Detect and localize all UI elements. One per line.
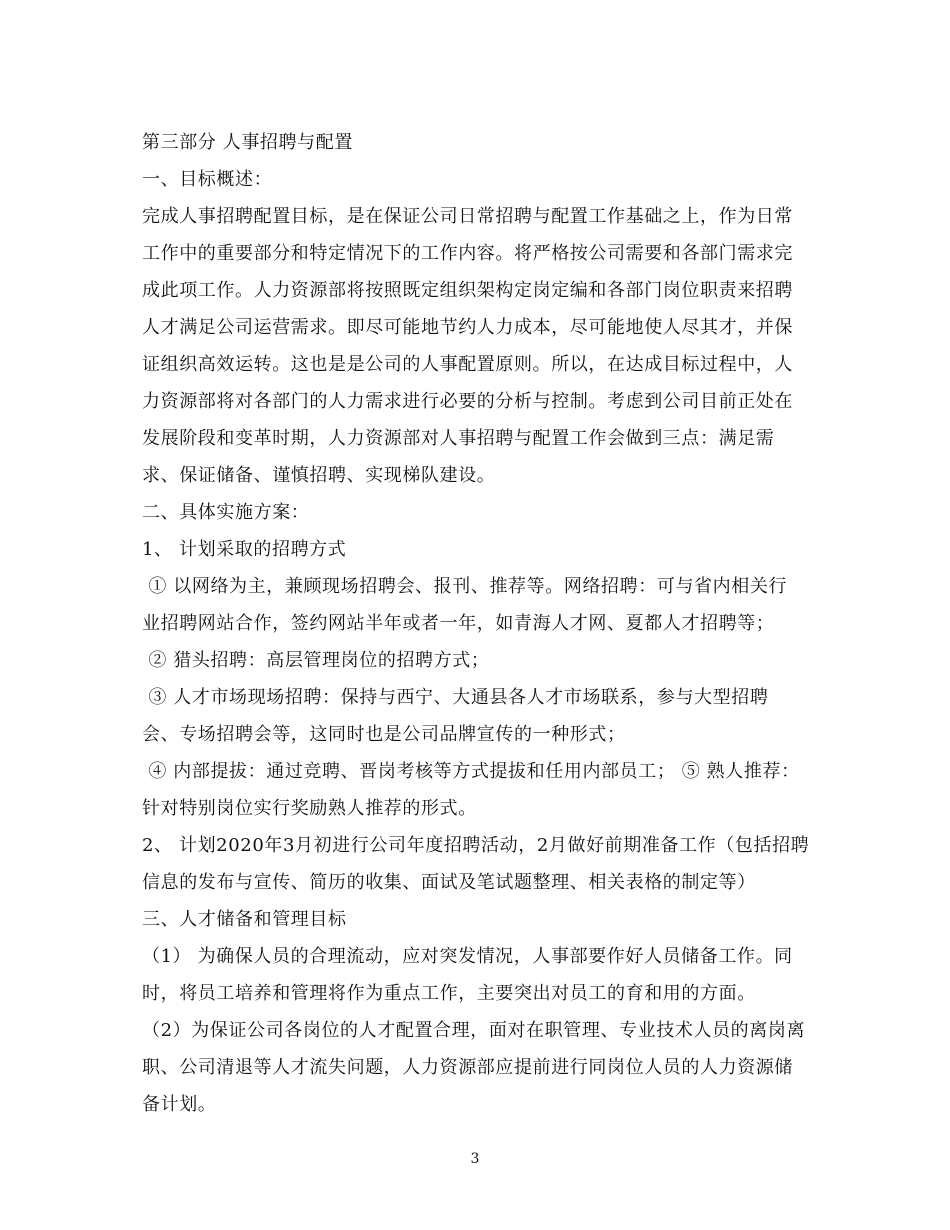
paragraph-line: 证组织高效运转。这也是是公司的人事配置原则。所以，在达成目标过程中，人 [142, 354, 793, 375]
list-item: ④ 内部提拔：通过竞聘、晋岗考核等方式提拔和任用内部员工； ⑤ 熟人推荐： [142, 761, 800, 782]
list-item: 2、 计划2020年3月初进行公司年度招聘活动，2月做好前期准备工作（包括招聘 [142, 835, 810, 856]
paragraph-line: 工作中的重要部分和特定情况下的工作内容。将严格按公司需要和各部门需求完 [142, 243, 793, 264]
list-item-continuation: 业招聘网站合作，签约网站半年或者一年，如青海人才网、夏都人才招聘等； [142, 613, 775, 634]
list-item-continuation: 信息的发布与宣传、简历的收集、面试及笔试题整理、相关表格的制定等） [142, 872, 756, 893]
list-item-continuation: 职、公司清退等人才流失问题，人力资源部应提前进行同岗位人员的人力资源储 [142, 1057, 793, 1078]
list-item: ② 猎头招聘：高层管理岗位的招聘方式； [142, 650, 490, 671]
paragraph-line: 力资源部将对各部门的人力需求进行必要的分析与控制。考虑到公司目前正处在 [142, 391, 793, 412]
list-item-heading: 1、 计划采取的招聘方式 [142, 539, 347, 560]
heading-implementation-plan: 二、具体实施方案： [142, 502, 310, 523]
section-title: 第三部分 人事招聘与配置 [142, 132, 353, 153]
list-item-continuation: 会、专场招聘会等，这同时也是公司品牌宣传的一种形式； [142, 724, 626, 745]
paragraph-line: 成此项工作。人力资源部将按照既定组织架构定岗定编和各部门岗位职责来招聘 [142, 280, 793, 301]
paragraph-line: 发展阶段和变革时期，人力资源部对人事招聘与配置工作会做到三点：满足需 [142, 428, 775, 449]
heading-objective-overview: 一、目标概述： [142, 169, 273, 190]
heading-talent-reserve: 三、人才储备和管理目标 [142, 909, 347, 930]
list-item: （1） 为确保人员的合理流动，应对突发情况，人事部要作好人员储备工作。同 [142, 946, 793, 967]
list-item-continuation: 时，将员工培养和管理将作为重点工作，主要突出对员工的育和用的方面。 [142, 983, 756, 1004]
paragraph-line: 完成人事招聘配置目标，是在保证公司日常招聘与配置工作基础之上，作为日常 [142, 206, 793, 227]
list-item: （2）为保证公司各岗位的人才配置合理，面对在职管理、专业技术人员的离岗离 [142, 1020, 806, 1041]
list-item-continuation: 备计划。 [142, 1094, 217, 1115]
paragraph-line: 人才满足公司运营需求。即尽可能地节约人力成本，尽可能地使人尽其才，并保 [142, 317, 793, 338]
list-item: ① 以网络为主，兼顾现场招聘会、报刊、推荐等。网络招聘：可与省内相关行 [142, 576, 788, 597]
paragraph-line: 求、保证储备、谨慎招聘、实现梯队建设。 [142, 465, 496, 486]
list-item-continuation: 针对特别岗位实行奖励熟人推荐的形式。 [142, 798, 477, 819]
list-item: ③ 人才市场现场招聘：保持与西宁、大通县各人才市场联系，参与大型招聘 [142, 687, 769, 708]
page-number: 3 [470, 1151, 480, 1167]
document-body [142, 129, 812, 1119]
